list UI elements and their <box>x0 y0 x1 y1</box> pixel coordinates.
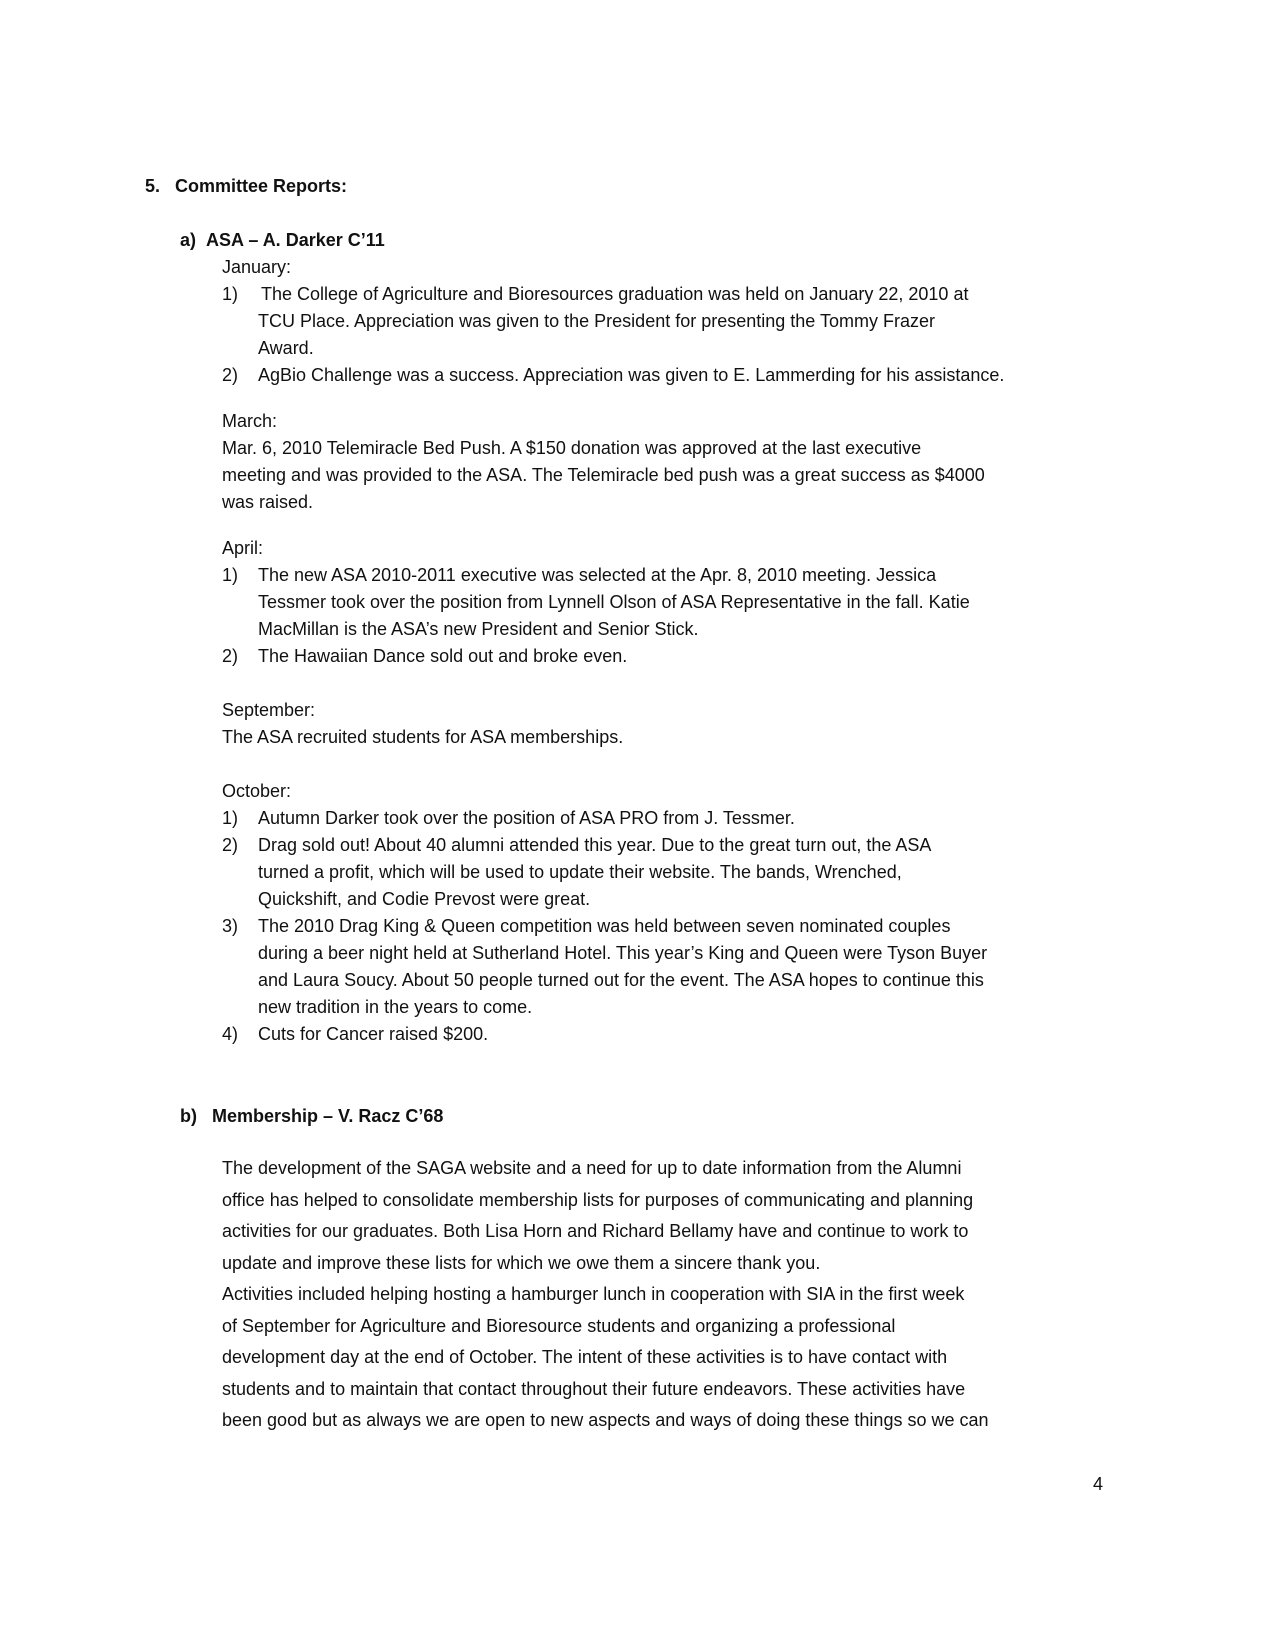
page-number: 4 <box>1093 1474 1104 1494</box>
oct-item-3-number: 3) <box>222 916 239 936</box>
membership-line-3: activities for our graduates. Both Lisa Horn and Richard Bellamy have and continue to work to <box>222 1221 969 1241</box>
membership-line-5: Activities included helping hosting a hamburger lunch in cooperation with SIA in the first week <box>222 1284 965 1304</box>
oct-item-1-number: 1) <box>222 808 239 828</box>
membership-line-7: development day at the end of October. The intent of these activities is to have contact with <box>222 1347 948 1367</box>
membership-line-8: students and to maintain that contact throughout their future endeavors. These activities have <box>222 1378 966 1399</box>
oct-item-3-line-1: The 2010 Drag King & Queen competition was held between seven nominated couples <box>258 916 951 936</box>
jan-item-1-line-3: Award. <box>258 338 314 358</box>
september-label: September: <box>222 700 316 720</box>
apr-item-1-number: 1) <box>222 565 239 585</box>
membership-paragraph <box>222 1153 1102 1437</box>
apr-item-2-number: 2) <box>222 646 239 666</box>
membership-line-9: been good but as always we are open to new aspects and ways of doing these things so we can <box>222 1410 989 1430</box>
asa-heading: a) ASA – A. Darker C’11 <box>180 230 385 250</box>
march-label: March: <box>222 411 278 431</box>
oct-item-2-line-3: Quickshift, and Codie Prevost were great. <box>258 889 591 909</box>
apr-item-2-line-1: The Hawaiian Dance sold out and broke even. <box>258 646 628 666</box>
membership-line-4: update and improve these lists for which we owe them a sincere thank you. <box>222 1252 821 1273</box>
september-text: The ASA recruited students for ASA memberships. <box>222 727 624 747</box>
january-label: January: <box>222 257 292 277</box>
oct-item-1-line-1: Autumn Darker took over the position of ASA PRO from J. Tessmer. <box>258 808 795 828</box>
jan-item-2-number: 2) <box>222 365 239 385</box>
oct-item-3-line-3: and Laura Soucy. About 50 people turned out for the event. The ASA hopes to continue this <box>258 970 984 990</box>
membership-line-2: office has helped to consolidate membership lists for purposes of communicating and planning <box>222 1189 974 1210</box>
membership-line-1: The development of the SAGA website and a need for up to date information from the Alumni <box>222 1158 962 1178</box>
jan-item-1-line-2: TCU Place. Appreciation was given to the President for presenting the Tommy Frazer <box>258 311 935 331</box>
october-label: October: <box>222 781 292 801</box>
oct-item-4-number: 4) <box>222 1024 239 1044</box>
march-line-2: meeting and was provided to the ASA. The Telemiracle bed push was a great success as $4000 <box>222 465 985 485</box>
jan-item-2-line-1: AgBio Challenge was a success. Appreciation was given to E. Lammerding for his assistance. <box>258 365 1005 385</box>
oct-item-3-line-4: new tradition in the years to come. <box>258 997 533 1017</box>
oct-item-2-line-2: turned a profit, which will be used to update their website. The bands, Wrenched, <box>258 862 902 882</box>
jan-item-1-number: 1) <box>222 284 239 304</box>
apr-item-1-line-1: The new ASA 2010-2011 executive was selected at the Apr. 8, 2010 meeting. Jessica <box>258 565 937 585</box>
apr-item-1-line-3: MacMillan is the ASA’s new President and Senior Stick. <box>258 619 699 639</box>
march-line-1: Mar. 6, 2010 Telemiracle Bed Push. A $150 donation was approved at the last executive <box>222 438 922 458</box>
apr-item-1-line-2: Tessmer took over the position from Lynnell Olson of ASA Representative in the fall. Katie <box>258 592 970 612</box>
membership-heading: b) Membership – V. Racz C’68 <box>180 1106 444 1126</box>
section-heading: 5. Committee Reports: <box>145 176 348 196</box>
oct-item-4-line-1: Cuts for Cancer raised $200. <box>258 1024 489 1044</box>
oct-item-3-line-2: during a beer night held at Sutherland Hotel. This year’s King and Queen were Tyson Buyer <box>258 943 988 963</box>
april-label: April: <box>222 538 264 558</box>
march-line-3: was raised. <box>222 492 314 512</box>
membership-line-6: of September for Agriculture and Bioresource students and organizing a professional <box>222 1315 896 1336</box>
oct-item-2-line-1: Drag sold out! About 40 alumni attended this year. Due to the great turn out, the ASA <box>258 835 932 855</box>
oct-item-2-number: 2) <box>222 835 239 855</box>
jan-item-1-line-1: The College of Agriculture and Bioresources graduation was held on January 22, 2010 at <box>261 284 969 304</box>
